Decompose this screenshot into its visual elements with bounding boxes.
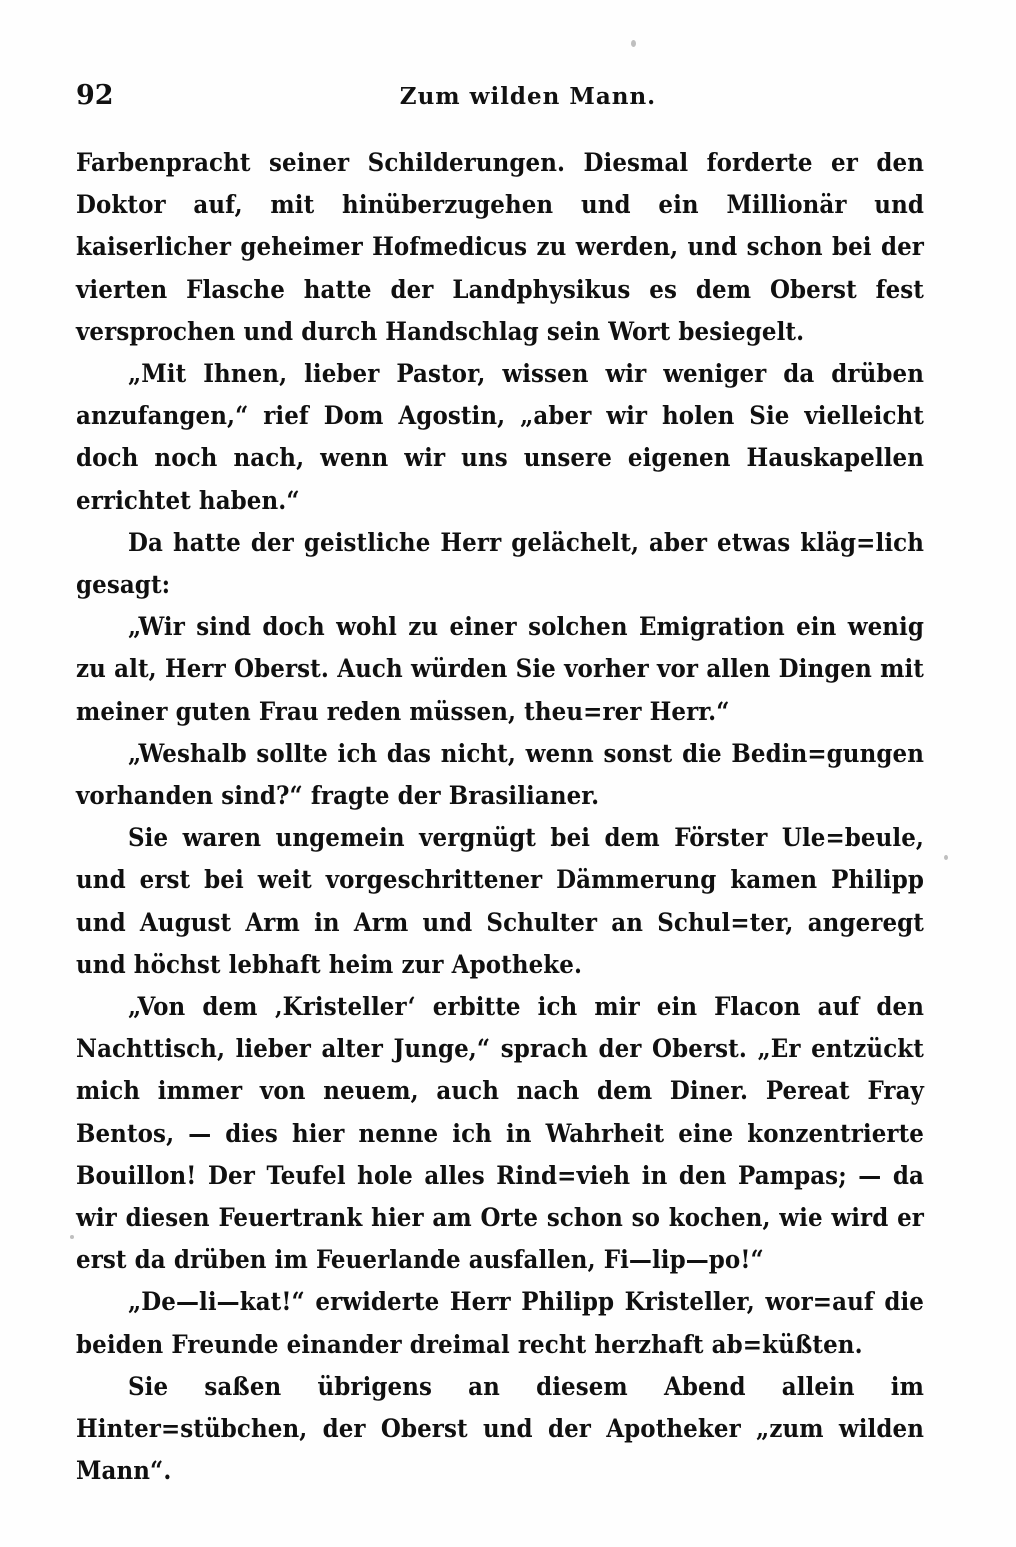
paragraph: „Von dem ‚Kristeller‘ erbitte ich mir ein Flacon auf den Nachttisch, lieber alter Junge,“ sprach der Oberst. „Er entzückt mich immer von neuem, auch nach dem Diner. Pereat Fray Bentos, — dies hier nenne ich in Wahrheit eine konzentrierte Bouillon! Der Teufel hole alles Rind=vieh in den Pampas; — da wir diesen Feuertrank hier am Orte schon so kochen, wie wird er erst da drüben im Feuerlande ausfallen, Fi—lip—po!“ [76, 992, 924, 1276]
paragraph: Farbenpracht seiner Schilderungen. Diesmal forderte er den Doktor auf, mit hinüberzugehen und ein Millionär und kaiserlicher geheimer Hofmedicus zu werden, und schon bei der vierten Flasche hatte der Landphysikus es dem Oberst fest versprochen und durch Handschlag sein Wort besiegelt. [76, 148, 924, 347]
page-body [76, 142, 924, 1493]
paragraph: „De—li—kat!“ erwiderte Herr Philipp Kristeller, wor=auf die beiden Freunde einander dreimal recht herzhaft ab=küßten. [76, 1287, 924, 1360]
running-head: Zum wilden Mann. [399, 83, 657, 110]
paragraph: „Weshalb sollte ich das nicht, wenn sonst die Bedin=gungen vorhanden sind?“ fragte der Brasilianer. [76, 738, 924, 812]
page-speck [631, 40, 636, 47]
paragraph: Sie saßen übrigens an diesem Abend allein im Hinter=stübchen, der Oberst und der Apotheker „zum wilden Mann“. [76, 1371, 924, 1487]
page-header [76, 80, 940, 111]
page-speck [944, 855, 948, 860]
page-number: 92 [76, 80, 114, 111]
page-speck [70, 1235, 74, 1239]
paragraph: „Mit Ihnen, lieber Pastor, wissen wir weniger da drüben anzufangen,“ rief Dom Agostin, „aber wir holen Sie vielleicht doch noch nach, wenn wir uns unsere eigenen Hauskapellen errichtet haben.“ [76, 359, 924, 516]
paragraph: Da hatte der geistliche Herr gelächelt, aber etwas kläg=lich gesagt: [76, 527, 924, 601]
paragraph: „Wir sind doch wohl zu einer solchen Emigration ein wenig zu alt, Herr Oberst. Auch würden Sie vorher vor allen Dingen mit meiner guten Frau reden müssen, theu=rer Herr.“ [76, 612, 924, 727]
paragraph: Sie waren ungemein vergnügt bei dem Förster Ule=beule, und erst bei weit vorgeschrittener Dämmerung kamen Philipp und August Arm in Arm und Schulter an Schul=ter, angeregt und höchst lebhaft heim zur Apotheke. [76, 823, 924, 980]
